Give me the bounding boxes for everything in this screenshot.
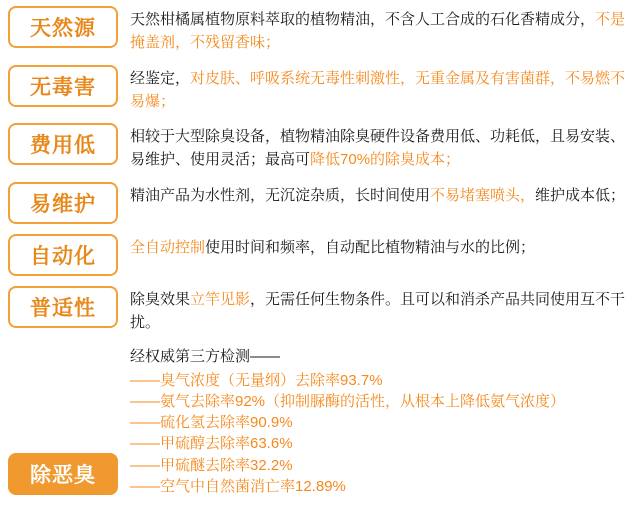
feature-tag-maintenance: 易维护: [8, 182, 118, 224]
detection-row: [8, 344, 632, 497]
feature-tag-odor-removal: 除恶臭: [8, 453, 118, 495]
text-segment-highlight: 立竿见影: [190, 290, 251, 308]
text-segment: 除臭效果: [130, 290, 191, 308]
text-segment: 天然柑橘属植物原料萃取的植物精油，不含人工合成的石化香精成分，: [130, 11, 596, 28]
feature-text-nontoxic: [130, 65, 632, 114]
feature-row: [8, 123, 632, 172]
list-item: ——氨气去除率92%（抑制脲酶的活性，从根本上降低氨气浓度）: [130, 392, 566, 410]
feature-row: [8, 286, 632, 335]
feature-text-universality: [130, 286, 632, 335]
feature-text-lowcost: [130, 123, 632, 172]
text-segment: 维护成本低；: [535, 186, 626, 204]
text-segment: ，无需任何生物条件。且可以和消杀产品共同使用互不干扰。: [130, 290, 626, 331]
list-item: ——臭气浓度（无量纲）去除率93.7%: [130, 371, 383, 389]
list-item: ——甲硫醚去除率32.2%: [130, 456, 293, 474]
text-segment-highlight: 全自动控制: [130, 238, 206, 256]
feature-tag-natural: 天然源: [8, 6, 118, 48]
feature-tag-universality: 普适性: [8, 286, 118, 328]
detection-list: [130, 370, 632, 498]
list-item: ——硫化氢去除率90.9%: [130, 414, 293, 432]
text-segment-highlight: 不是掩盖剂，不残留香味；: [130, 11, 626, 52]
text-segment-highlight: 不易堵塞喷头，: [430, 186, 536, 204]
text-segment: 经鉴定，: [130, 69, 191, 87]
feature-row: [8, 182, 632, 224]
feature-row: [8, 6, 632, 55]
feature-row: [8, 234, 632, 276]
feature-text-natural: [130, 6, 632, 55]
text-segment: 精油产品为水性剂，无沉淀杂质，长时间使用: [130, 186, 431, 204]
feature-text-maintenance: [130, 182, 632, 207]
feature-row: [8, 65, 632, 114]
list-item: ——甲硫醇去除率63.6%: [130, 435, 293, 453]
feature-tag-automation: 自动化: [8, 234, 118, 276]
text-segment: 使用时间和频率，自动配比植物精油与水的比例；: [205, 238, 536, 256]
list-item: ——空气中自然菌消亡率12.89%: [130, 477, 346, 495]
feature-text-automation: [130, 234, 632, 259]
text-segment-highlight: 对皮肤、呼吸系统无毒性刺激性，无重金属及有害菌群，不易燃不易爆；: [130, 69, 626, 110]
feature-tag-lowcost: 费用低: [8, 123, 118, 165]
text-segment: 相较于大型除臭设备，植物精油除臭硬件设备费用低、功耗低，且易安装、易维护、使用灵活；最高可: [130, 128, 626, 169]
detection-block: [130, 344, 632, 497]
detection-title: 经权威第三方检测——: [130, 348, 281, 365]
feature-tag-nontoxic: 无毒害: [8, 65, 118, 107]
text-segment-highlight: 降低70%的除臭成本；: [310, 151, 461, 169]
